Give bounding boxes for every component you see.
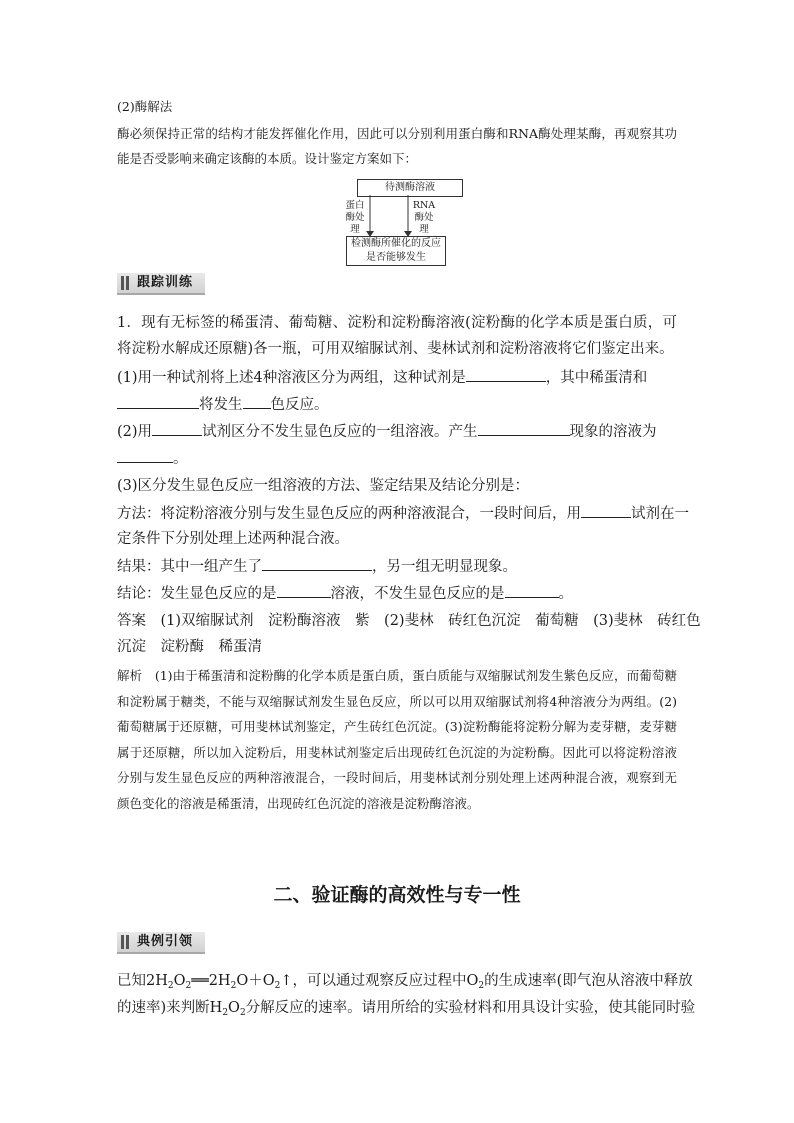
answer-blank[interactable] [277,582,331,598]
question-part-1: (1)用一种试剂将上述4种溶液区分为两组，这种试剂是 ，其中稀蛋清和 [117,366,677,389]
answer-blank[interactable] [466,366,546,382]
example-tag [117,932,205,954]
answer-blank[interactable] [117,393,199,409]
example-text-line-1: 已知$2H_2O_2══2H_2O+O_2↑$，可以通过观察反应过程中$O_2$的生成速率(即气泡从溶液中释放 [117,973,693,991]
flowchart-top-box: 待测酶溶液 [357,179,463,197]
section-heading: 二、验证酶的高效性与专一性 [273,884,521,906]
answer-blank[interactable] [262,555,372,571]
tag-bar-icon [126,276,129,290]
answer-blank[interactable] [152,420,202,436]
example-tag-label: 典例引领 [137,934,194,949]
answer-line-1: 答案 (1)双缩脲试剂 淀粉酶溶液 紫 (2)斐林 砖红色沉淀 葡萄糖 (3)斐林 砖红色 [117,613,701,629]
answer-blank[interactable] [243,393,271,409]
enzyme-method-title: (2)酶解法 [117,99,173,114]
question-part-3: (3)区分发生显色反应一组溶液的方法、鉴定结果及结论分别是： [117,478,530,494]
answer-blank[interactable] [478,420,570,436]
flowchart-left-label: 蛋白酶处理 [345,200,365,235]
tag-bar-icon [121,935,124,949]
answer-blank[interactable] [505,582,559,598]
answer-blank[interactable] [581,502,631,518]
practice-tag-label: 跟踪训练 [137,275,194,290]
flowchart-right-label: RNA酶处理 [412,200,436,235]
example-text-line-2: 的速率)来判断$H_2O_2$分解反应的速率。请用所给的实验材料和用具设计实验，使其能同时验 [117,1000,696,1018]
analysis-text: 解析 (1)由于稀蛋清和淀粉酶的化学本质是蛋白质，蛋白质能与双缩脲试剂发生紫色反应，而葡萄糖和淀粉属于糖类，不能与双缩脲试剂发生显色反应，所以可以用双缩脲试剂将4种溶液分为两组。(2)葡萄糖属于还原糖，可用斐林试剂鉴定，产生砖红色沉淀。(3)淀粉酶能将淀粉分解为麦芽糖，麦芽糖属于还原糖，所以加入淀粉后，用斐林试剂鉴定后出现砖红色沉淀的为淀粉酶。因此可以将淀粉溶液分别与发生显色反应的两种溶液混合，一段时间后，用斐林试剂分别处理上述两种混合液，观察到无颜色变化的溶液是稀蛋清，出现砖红色沉淀的溶液是淀粉酶溶液。 [117,668,677,811]
question-part-1-cont: 将发生 色反应。 [117,393,677,416]
tag-bar-icon [126,935,129,949]
flowchart-bottom-box: 检测酶所催化的反应是否能够发生 [346,236,446,266]
practice-tag [117,273,205,295]
method-line: 方法：将淀粉溶液分别与发生显色反应的两种溶液混合，一段时间后，用 试剂在一 [117,502,677,525]
question-intro: 1．现有无标签的稀蛋清、葡萄糖、淀粉和淀粉酶溶液(淀粉酶的化学本质是蛋白质，可将淀粉水解成还原糖)各一瓶，可用双缩脲试剂、斐林试剂和淀粉溶液将它们鉴定出来。 [117,315,677,357]
conclusion-line: 结论：发生显色反应的是 溶液，不发生显色反应的是 。 [117,582,677,605]
result-line: 结果：其中一组产生了 ，另一组无明显现象。 [117,555,677,578]
question-part-2-cont: 。 [117,447,677,470]
method-line-cont: 定条件下分别处理上述两种混合液。 [117,531,349,547]
answer-blank[interactable] [117,447,173,463]
enzyme-method-text: 酶必须保持正常的结构才能发挥催化作用，因此可以分别利用蛋白酶和RNA酶处理某酶，再观察其功能是否受影响来确定该酶的本质。设计鉴定方案如下： [117,126,677,166]
question-part-2: (2)用 试剂区分不发生显色反应的一组溶液。产生 现象的溶液为 [117,420,677,443]
answer-line-2: 沉淀 淀粉酶 稀蛋清 [117,639,262,655]
tag-bar-icon [121,276,124,290]
